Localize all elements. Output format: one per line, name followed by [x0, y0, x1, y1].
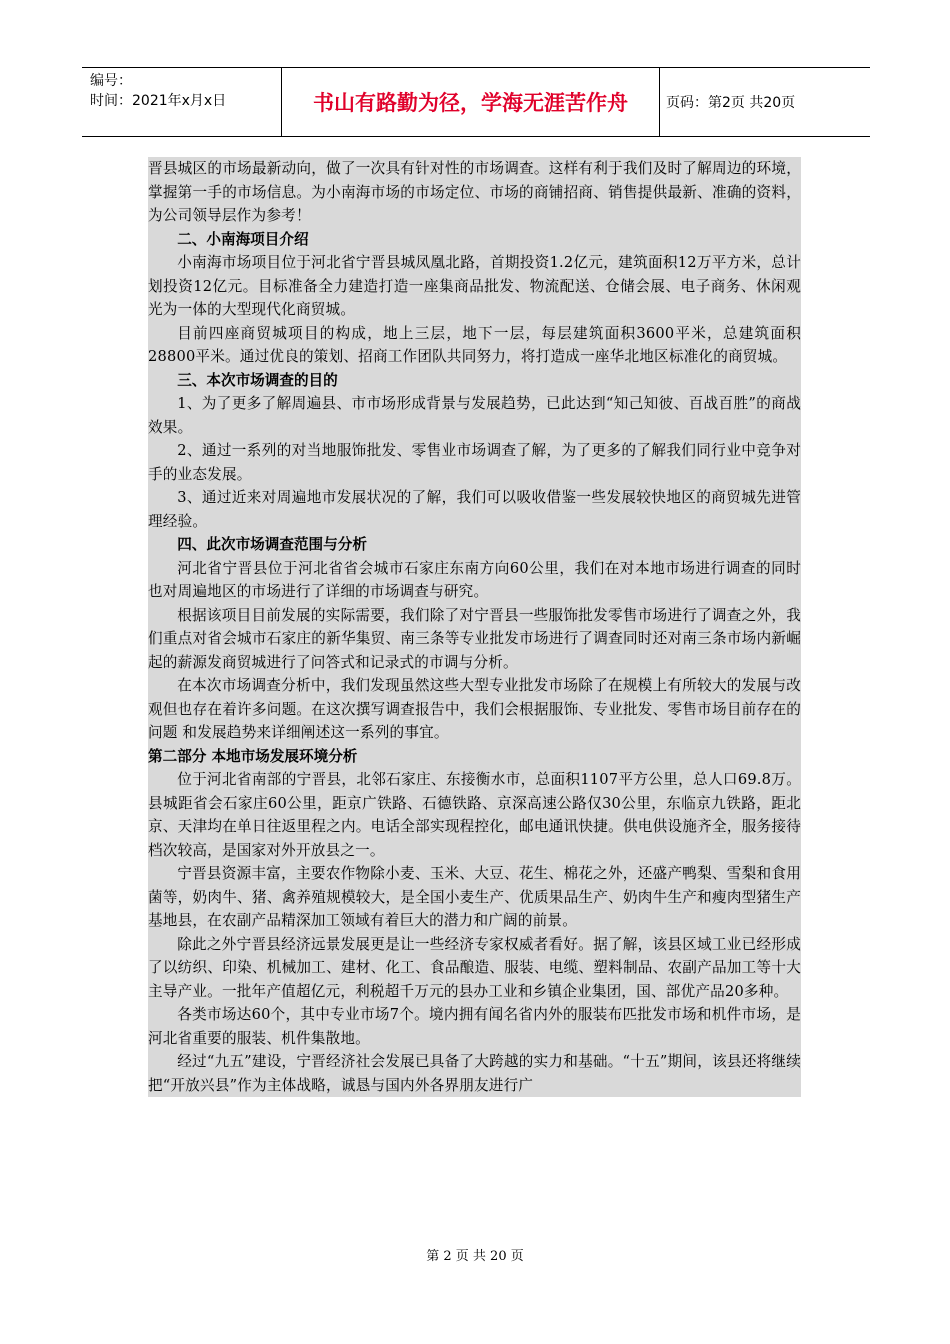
body-paragraph: 位于河北省南部的宁晋县，北邻石家庄、东接衡水市，总面积1107平方公里，总人口69.8万。县城距省会石家庄60公里，距京广铁路、石德铁路、京深高速公路仅30公里，东临京九铁路，距北京、天津均在单日往返里程之内。电话全部实现程控化，邮电通讯快捷。供电供设施齐全，服务接待档次较高，是国家对外开放县之一。: [148, 771, 801, 859]
body-paragraph: 1、为了更多了解周遍县、市市场形成背景与发展趋势，已此达到“知己知彼、百战百胜”的商战效果。: [148, 395, 801, 436]
body-paragraph: 宁晋县资源丰富，主要农作物除小麦、玉米、大豆、花生、棉花之外，还盛产鸭梨、雪梨和食用菌等，奶肉牛、猪、禽养殖规模较大，是全国小麦生产、优质果品生产、奶肉牛生产和瘦肉型猪生产基地县，在农副产品精深加工领域有着巨大的潜力和广阔的前景。: [148, 865, 801, 929]
body-paragraph: 目前四座商贸城项目的构成，地上三层，地下一层，每层建筑面积3600平米，总建筑面积28800平米。通过优良的策划、招商工作团队共同努力，将打造成一座华北地区标准化的商贸城。: [148, 324, 801, 365]
section-heading: 三、本次市场调查的目的: [177, 371, 338, 389]
page-header: [82, 67, 870, 137]
section-heading: 二、小南海项目介绍: [177, 230, 309, 248]
body-paragraph: 2、通过一系列的对当地服饰批发、零售业市场调查了解，为了更多的了解我们同行业中竞争对手的业态发展。: [148, 442, 801, 483]
body-paragraph: 河北省宁晋县位于河北省省会城市石家庄东南方向60公里，我们在对本地市场进行调查的同时也对周遍地区的市场进行了详细的市场调查与研究。: [148, 559, 801, 600]
body-paragraph: 除此之外宁晋县经济远景发展更是让一些经济专家权威者看好。据了解，该县区域工业已经形成了以纺织、印染、机械加工、建材、化工、食品酿造、服装、电缆、塑料制品、农副产品加工等十大主导产业。一批年产值超亿元，利税超千万元的县办工业和乡镇企业集团，国、部优产品20多种。: [148, 935, 801, 1000]
body-paragraph: 晋县城区的市场最新动向，做了一次具有针对性的市场调查。这样有利于我们及时了解周边的环境，掌握第一手的市场信息。为小南海市场的市场定位、市场的商铺招商、销售提供最新、准确的资料，为公司领导层作为参考！: [148, 160, 801, 224]
body-paragraph: 3、通过近来对周遍地市发展状况的了解，我们可以吸收借鉴一些发展较快地区的商贸城先进管理经验。: [148, 489, 801, 530]
body-paragraph: 小南海市场项目位于河北省宁晋县城凤凰北路，首期投资1.2亿元，建筑面积12万平方米，总计划投资12亿元。目标准备全力建造打造一座集商品批发、物流配送、仓储会展、电子商务、休闲观光为一体的大型现代化商贸城。: [148, 254, 801, 318]
section-heading: 四、此次市场调查范围与分析: [177, 536, 367, 553]
body-paragraph: 各类市场达60个，其中专业市场7个。境内拥有闻名省内外的服装布匹批发市场和机件市场，是河北省重要的服装、机件集散地。: [148, 1006, 801, 1047]
body-paragraph: 经过“九五”建设，宁晋经济社会发展已具备了大跨越的实力和基础。“十五”期间，该县还将继续把“开放兴县”作为主体战略，诚恳与国内外各界朋友进行广: [148, 1053, 801, 1094]
document-number-label: 编号：: [90, 73, 132, 89]
document-body: [148, 157, 801, 1097]
document-time-label: 时间：2021年x月x日: [90, 93, 227, 109]
body-paragraph: 在本次市场调查分析中，我们发现虽然这些大型专业批发市场除了在规模上有所较大的发展与改观但也存在着许多问题。在这次撰写调查报告中，我们会根据服饰、专业批发、零售市场目前存在的问题 和发展趋势来详细阐述这一系列的事宜。: [148, 677, 801, 741]
body-paragraph: 根据该项目目前发展的实际需要，我们除了对宁晋县一些服饰批发零售市场进行了调查之外，我们重点对省会城市石家庄的新华集贸、南三条等专业批发市场进行了调查同时还对南三条市场内新崛起的薪源发商贸城进行了问答式和记录式的市调与分析。: [148, 606, 801, 671]
page-footer: 第 2 页 共 20 页: [426, 1249, 524, 1264]
header-motto: 书山有路勤为径，学海无涯苦作舟: [282, 68, 660, 136]
section-heading: 第二部分 本地市场发展环境分析: [148, 747, 358, 765]
header-meta: [82, 68, 282, 136]
header-page-info: 页码：第2页 共20页: [666, 95, 796, 111]
